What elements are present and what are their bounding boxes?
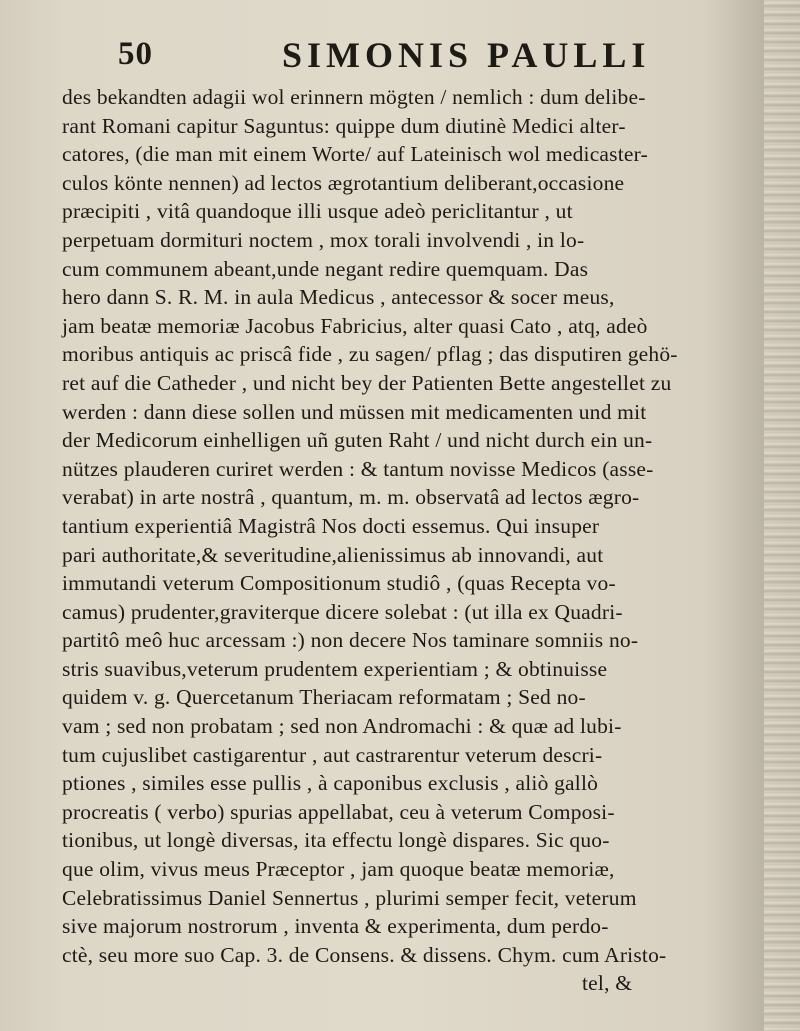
text-line: des bekandten adagii wol erinnern mögten / nemlich : dum delibe- (62, 85, 646, 109)
text-line: nützes plauderen curiret werden : & tantum novisse Medicos (asse- (62, 456, 654, 481)
text-line: stris suavibus,veterum prudentem experientiam ; & obtinuisse (62, 656, 608, 681)
text-line: immutandi veterum Compositionum studiô , (quas Recepta vo- (62, 571, 616, 596)
text-line: præcipiti , vitâ quandoque illi usque adeò periclitantur , ut (62, 199, 573, 224)
text-line: jam beatæ memoriæ Jacobus Fabricius, alter quasi Cato , atq, adeò (62, 313, 648, 338)
text-line: hero dann S. R. M. in aula Medicus , antecessor & socer meus, (62, 285, 615, 310)
text-line: moribus antiquis ac priscâ fide , zu sagen/ pflag ; das disputiren gehö- (62, 342, 678, 367)
text-line: sive majorum nostrorum , inventa & experimenta, dum perdo- (62, 914, 609, 939)
text-line: cum communem abeant,unde negant redire quemquam. Das (62, 256, 589, 281)
text-line: partitô meô huc arcessam :) non decere Nos taminare somniis no- (62, 628, 639, 653)
text-line: tantium experientiâ Magistrâ Nos docti essemus. Qui insuper (62, 513, 600, 538)
text-line: procreatis ( verbo) spurias appellabat, ceu à veterum Composi- (62, 799, 615, 824)
page-header (0, 6, 760, 75)
body-text (62, 83, 777, 998)
folio-page-number: 50 (118, 36, 153, 72)
catchword: tel, & (582, 971, 633, 996)
text-line: ptiones , similes esse pullis , à caponibus exclusis , aliò gallò (62, 771, 599, 796)
running-head: SIMONIS PAULLI (282, 35, 651, 75)
text-line: camus) prudenter,graviterque dicere solebat : (ut illa ex Quadri- (62, 599, 623, 624)
text-line: perpetuam dormituri noctem , mox torali involvendi , in lo- (62, 227, 585, 252)
text-line: verabat) in arte nostrâ , quantum, m. m. observatâ ad lectos ægro- (62, 485, 640, 510)
text-line: der Medicorum einhelligen uñ guten Raht / und nicht durch ein un- (62, 428, 653, 453)
text-line: pari authoritate,& severitudine,alienissimus ab innovandi, aut (62, 542, 604, 567)
text-line: rant Romani capitur Saguntus: quippe dum diutinè Medici alter- (62, 113, 626, 138)
text-line: quidem v. g. Quercetanum Theriacam reformatam ; Sed no- (62, 685, 586, 710)
text-line: culos könte nennen) ad lectos ægrotantium deliberant,occasione (62, 170, 625, 195)
text-line: que olim, vivus meus Præceptor , jam quoque beatæ memoriæ, (62, 857, 615, 882)
text-line: vam ; sed non probatam ; sed non Andromachi : & quæ ad lubi- (62, 714, 622, 739)
text-line: tionibus, ut longè diversas, ita effectu longè dispares. Sic quo- (62, 828, 610, 853)
text-line: ctè, seu more suo Cap. 3. de Consens. & dissens. Chym. cum Aristo- (62, 942, 667, 967)
text-line: tum cujuslibet castigarentur , aut castrarentur veterum descri- (62, 742, 603, 767)
text-line: Celebratissimus Daniel Sennertus , plurimi semper fecit, veterum (62, 885, 637, 910)
text-line: ret auf die Catheder , und nicht bey der Patienten Bette angestellet zu (62, 370, 672, 395)
text-line: catores, (die man mit einem Worte/ auf Lateinisch wol medicaster- (62, 142, 648, 167)
text-line: werden : dann diese sollen und müssen mit medicamenten und mit (62, 399, 647, 424)
